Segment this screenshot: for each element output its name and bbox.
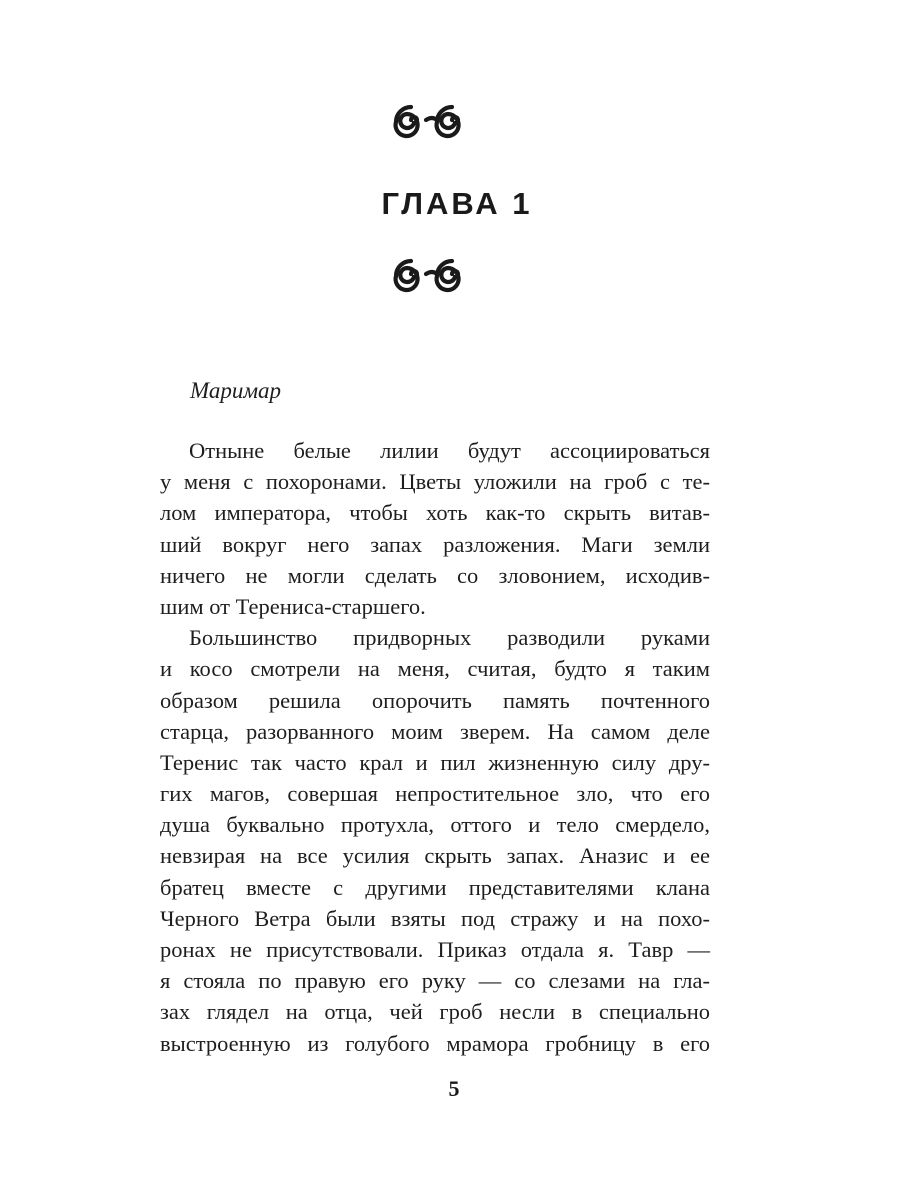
chapter-title: ГЛАВА 1 — [381, 186, 533, 221]
text-line: Отныне белые лилии будут ассоциироваться — [189, 438, 710, 463]
text-line: и косо смотрели на меня, считая, будто я таким — [160, 656, 710, 682]
text-line: образом решила опорочить память почтенного — [160, 687, 710, 713]
paragraph — [160, 435, 710, 622]
page-number: 5 — [448, 1076, 460, 1101]
paragraph — [160, 622, 710, 1059]
chapter-body — [160, 435, 710, 1059]
text-line: выстроенную из голубого мрамора гробницу в его — [160, 1030, 710, 1056]
double-spiral-ornament-icon — [391, 100, 473, 140]
text-line: зах глядел на отца, чей гроб несли в специально — [160, 999, 710, 1025]
double-spiral-ornament-icon — [391, 254, 473, 294]
text-line: ронах не присутствовали. Приказ отдала я. Тавр — — [160, 937, 710, 962]
text-line: душа буквально протухла, оттого и тело смердело, — [160, 812, 710, 838]
text-line: ничего не могли сделать со зловонием, исходив- — [160, 562, 710, 588]
text-line: Черного Ветра были взяты под стражу и на похо- — [160, 905, 710, 931]
narrator-name: Маримар — [190, 378, 282, 403]
text-line: ший вокруг него запах разложения. Маги земли — [160, 531, 710, 557]
text-line: Теренис так часто крал и пил жизненную силу дру- — [160, 749, 710, 775]
text-line: я стояла по правую его руку — со слезами на гла- — [160, 968, 710, 994]
text-line: братец вместе с другими представителями клана — [160, 874, 710, 900]
text-line: Большинство придворных разводили руками — [189, 625, 710, 651]
text-line: невзирая на все усилия скрыть запах. Аназис и ее — [160, 843, 710, 869]
text-line: шим от Терениса-старшего. — [160, 593, 426, 619]
text-line: гих магов, совершая непростительное зло, что его — [160, 781, 710, 807]
text-line: старца, разорванного моим зверем. На самом деле — [160, 718, 710, 744]
text-line: у меня с похоронами. Цветы уложили на гроб с те- — [160, 469, 710, 495]
text-line: лом императора, чтобы хоть как-то скрыть витав- — [160, 500, 710, 526]
